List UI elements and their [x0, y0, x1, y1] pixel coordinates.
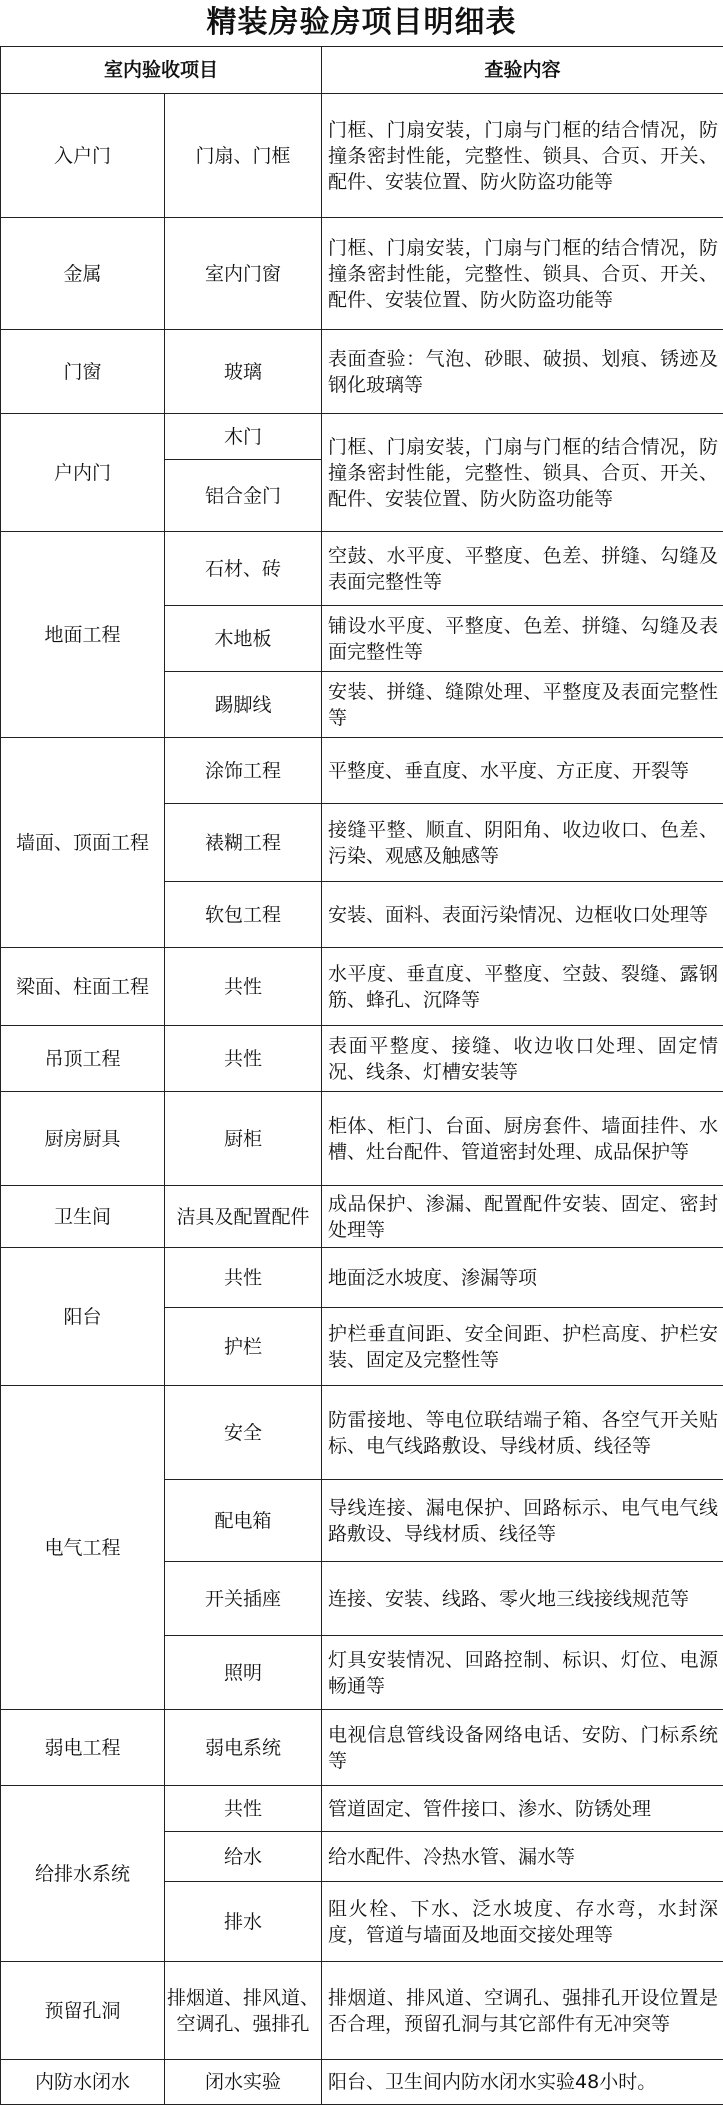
header-inspection-item: 室内验收项目: [1, 47, 322, 94]
table-row: [1, 218, 723, 330]
table-row: [1, 532, 723, 606]
content-cell: 门框、门扇安装，门扇与门框的结合情况，防撞条密封性能，完整性、锁具、合页、开关、配件、安装位置、防火防盗功能等: [322, 218, 723, 330]
category-cell: 给排水系统: [1, 1786, 165, 1962]
content-cell: 门框、门扇安装，门扇与门框的结合情况，防撞条密封性能，完整性、锁具、合页、开关、配件、安装位置、防火防盗功能等: [322, 414, 723, 532]
content-cell: 导线连接、漏电保护、回路标示、电气电气线路敷设、导线材质、线径等: [322, 1480, 723, 1562]
table-row: [1, 948, 723, 1026]
table-row: [1, 1026, 723, 1092]
content-cell: 门框、门扇安装，门扇与门框的结合情况，防撞条密封性能，完整性、锁具、合页、开关、配件、安装位置、防火防盗功能等: [322, 94, 723, 218]
inspection-table: [0, 46, 723, 2105]
sub-item-cell: 石材、砖: [165, 532, 322, 606]
category-cell: 预留孔洞: [1, 1962, 165, 2060]
table-row: [1, 1786, 723, 1832]
content-cell: 阳台、卫生间内防水闭水实验48小时。: [322, 2060, 723, 2105]
table-row: [1, 414, 723, 460]
table-header-row: [1, 47, 723, 94]
category-cell: 地面工程: [1, 532, 165, 738]
content-cell: 灯具安装情况、回路控制、标识、灯位、电源畅通等: [322, 1636, 723, 1710]
content-cell: 表面平整度、接缝、收边收口处理、固定情况、线条、灯槽安装等: [322, 1026, 723, 1092]
sub-item-cell: 配电箱: [165, 1480, 322, 1562]
category-cell: 户内门: [1, 414, 165, 532]
content-cell: 安装、拼缝、缝隙处理、平整度及表面完整性等: [322, 672, 723, 738]
content-cell: 成品保护、渗漏、配置配件安装、固定、密封处理等: [322, 1186, 723, 1248]
content-cell: 空鼓、水平度、平整度、色差、拼缝、勾缝及表面完整性等: [322, 532, 723, 606]
table-row: [1, 738, 723, 804]
content-cell: 护栏垂直间距、安全间距、护栏高度、护栏安装、固定及完整性等: [322, 1308, 723, 1386]
content-cell: 管道固定、管件接口、渗水、防锈处理: [322, 1786, 723, 1832]
category-cell: 入户门: [1, 94, 165, 218]
table-row: [1, 1386, 723, 1480]
sub-item-cell: 共性: [165, 1248, 322, 1308]
sub-item-cell: 给水: [165, 1832, 322, 1882]
sub-item-cell: 门扇、门框: [165, 94, 322, 218]
table-row: [1, 330, 723, 414]
table-row: [1, 1092, 723, 1186]
sub-item-cell: 开关插座: [165, 1562, 322, 1636]
sub-item-cell: 厨柜: [165, 1092, 322, 1186]
table-row: [1, 2060, 723, 2105]
document-title: 精装房验房项目明细表: [0, 0, 723, 46]
sub-item-cell: 洁具及配置配件: [165, 1186, 322, 1248]
category-cell: 金属: [1, 218, 165, 330]
sub-item-cell: 共性: [165, 948, 322, 1026]
sub-item-cell: 踢脚线: [165, 672, 322, 738]
sub-item-cell: 照明: [165, 1636, 322, 1710]
content-cell: 柜体、柜门、台面、厨房套件、墙面挂件、水槽、灶台配件、管道密封处理、成品保护等: [322, 1092, 723, 1186]
sub-item-cell: 闭水实验: [165, 2060, 322, 2105]
sub-item-cell: 排水: [165, 1882, 322, 1962]
content-cell: 平整度、垂直度、水平度、方正度、开裂等: [322, 738, 723, 804]
category-cell: 梁面、柱面工程: [1, 948, 165, 1026]
content-cell: 接缝平整、顺直、阴阳角、收边收口、色差、污染、观感及触感等: [322, 804, 723, 882]
sub-item-cell: 室内门窗: [165, 218, 322, 330]
table-body: [1, 94, 723, 2105]
content-cell: 给水配件、冷热水管、漏水等: [322, 1832, 723, 1882]
table-row: [1, 1186, 723, 1248]
category-cell: 内防水闭水: [1, 2060, 165, 2105]
category-cell: 吊顶工程: [1, 1026, 165, 1092]
content-cell: 排烟道、排风道、空调孔、强排孔开设位置是否合理，预留孔洞与其它部件有无冲突等: [322, 1962, 723, 2060]
sub-item-cell: 玻璃: [165, 330, 322, 414]
table-row: [1, 1248, 723, 1308]
table-row: [1, 1962, 723, 2060]
sub-item-cell: 软包工程: [165, 882, 322, 948]
sub-item-cell: 弱电系统: [165, 1710, 322, 1786]
category-cell: 厨房厨具: [1, 1092, 165, 1186]
sub-item-cell: 排烟道、排风道、空调孔、强排孔: [165, 1962, 322, 2060]
sub-item-cell: 木门: [165, 414, 322, 460]
category-cell: 卫生间: [1, 1186, 165, 1248]
category-cell: 门窗: [1, 330, 165, 414]
content-cell: 安装、面料、表面污染情况、边框收口处理等: [322, 882, 723, 948]
sub-item-cell: 木地板: [165, 606, 322, 672]
sub-item-cell: 共性: [165, 1026, 322, 1092]
sub-item-cell: 涂饰工程: [165, 738, 322, 804]
content-cell: 水平度、垂直度、平整度、空鼓、裂缝、露钢筋、蜂孔、沉降等: [322, 948, 723, 1026]
content-cell: 表面查验：气泡、砂眼、破损、划痕、锈迹及钢化玻璃等: [322, 330, 723, 414]
sub-item-cell: 裱糊工程: [165, 804, 322, 882]
content-cell: 电视信息管线设备网络电话、安防、门标系统等: [322, 1710, 723, 1786]
header-inspection-content: 查验内容: [322, 47, 723, 94]
sub-item-cell: 安全: [165, 1386, 322, 1480]
table-row: [1, 94, 723, 218]
table-row: [1, 1710, 723, 1786]
content-cell: 连接、安装、线路、零火地三线接线规范等: [322, 1562, 723, 1636]
category-cell: 电气工程: [1, 1386, 165, 1710]
category-cell: 墙面、顶面工程: [1, 738, 165, 948]
sub-item-cell: 护栏: [165, 1308, 322, 1386]
content-cell: 地面泛水坡度、渗漏等项: [322, 1248, 723, 1308]
content-cell: 阻火栓、下水、泛水坡度、存水弯，水封深度，管道与墙面及地面交接处理等: [322, 1882, 723, 1962]
content-cell: 铺设水平度、平整度、色差、拼缝、勾缝及表面完整性等: [322, 606, 723, 672]
sub-item-cell: 铝合金门: [165, 460, 322, 532]
content-cell: 防雷接地、等电位联结端子箱、各空气开关贴标、电气线路敷设、导线材质、线径等: [322, 1386, 723, 1480]
category-cell: 弱电工程: [1, 1710, 165, 1786]
category-cell: 阳台: [1, 1248, 165, 1386]
sub-item-cell: 共性: [165, 1786, 322, 1832]
